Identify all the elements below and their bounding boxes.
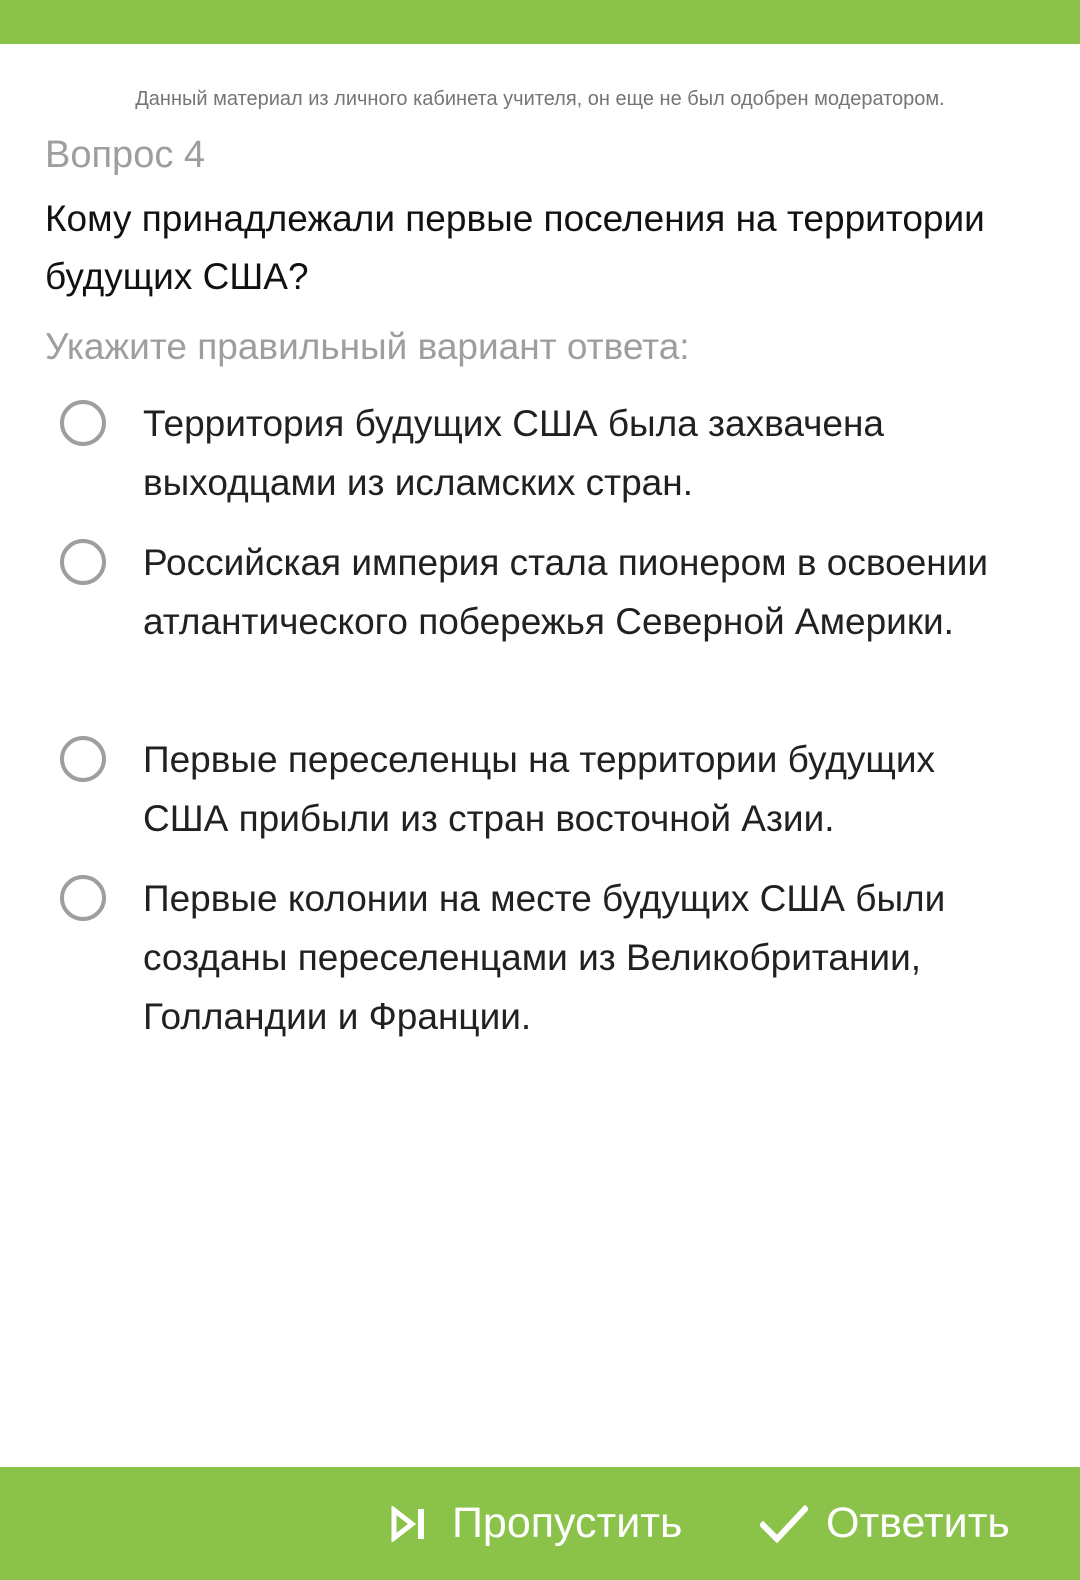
answer-button-label: Ответить [826,1499,1010,1547]
question-number: Вопрос 4 [45,134,206,176]
answer-option-label: Территория будущих США была захвачена выходцами из исламских стран. [143,403,884,503]
skip-button[interactable] [390,1467,682,1580]
radio-button-1[interactable] [60,400,106,446]
radio-button-3[interactable] [60,736,106,782]
skip-button-label: Пропустить [452,1499,683,1547]
bottom-action-bar [0,1467,1080,1580]
answer-instruction: Укажите правильный вариант ответа: [45,326,690,367]
radio-button-4[interactable] [60,875,106,921]
answer-option-label: Первые колонии на месте будущих США были созданы переселенцами из Великобритании, Голландии и Франции. [143,878,946,1037]
answer-option-label: Первые переселенцы на территории будущих США прибыли из стран восточной Азии. [143,739,936,839]
moderation-notice: Данный материал из личного кабинета учителя, он еще не был одобрен модератором. [135,88,945,110]
question-text: Кому принадлежали первые поселения на территории будущих США? [45,198,985,297]
top-bar [0,0,1080,44]
radio-button-2[interactable] [60,539,106,585]
checkmark-icon [760,1505,808,1543]
answer-option-label: Российская империя стала пионером в освоении атлантического побережья Северной Америки. [143,542,989,642]
answer-button[interactable] [760,1467,1010,1580]
skip-next-icon [390,1506,428,1542]
